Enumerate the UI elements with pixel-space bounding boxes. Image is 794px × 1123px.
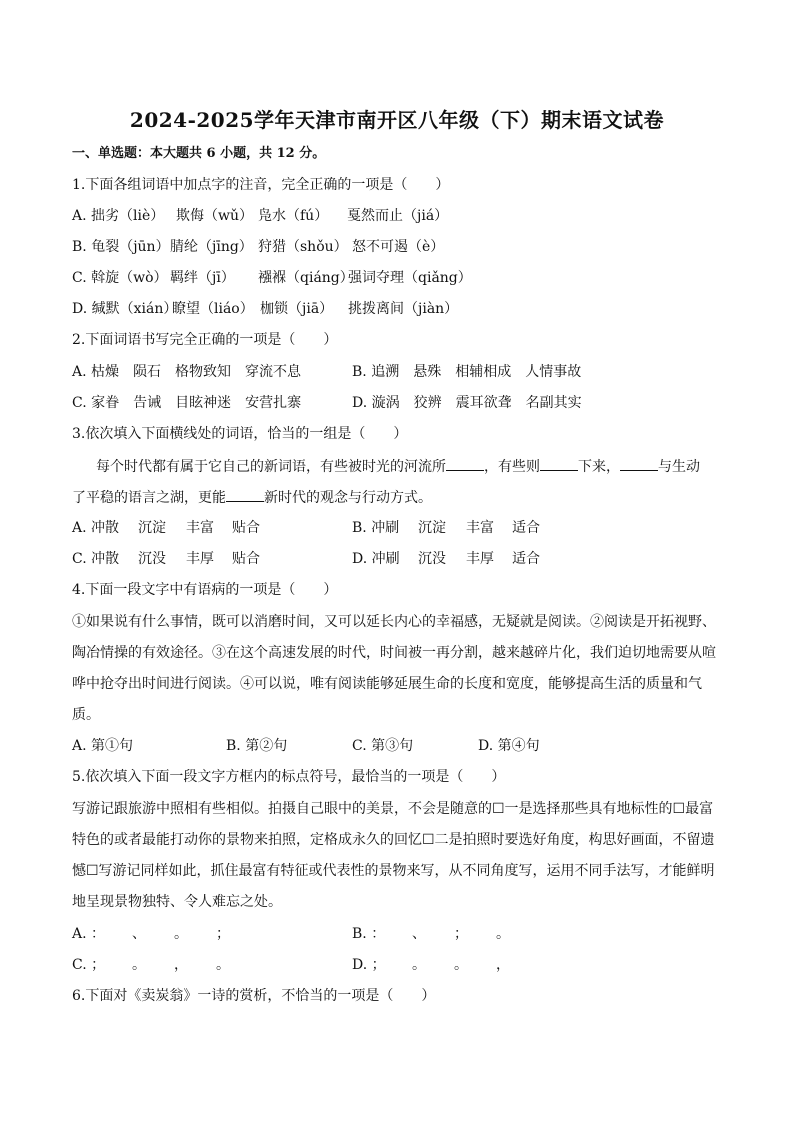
q5-passage-line3: 憾☐写游记同样如此，抓住最富有特征或代表性的景物来写，从不同角度写，运用不同手法写，才能鲜明 [72,863,715,879]
q3-stem: 3.依次填入下面横线处的词语，恰当的一组是（ ） [72,426,408,442]
q4-passage-line3: 哗中抢夺出时间进行阅读。④可以说，唯有阅读能够延展生命的长度和宽度，能够提高生活的质量和气 [72,676,702,692]
q4-passage-line1: ①如果说有什么事情，既可以消磨时间，又可以延长内心的幸福感，无疑就是阅读。②阅读是开拓视野、 [72,614,716,630]
q3-blank-3 [620,457,658,471]
q4-stem: 4.下面一段文字中有语病的一项是（ ） [72,582,338,598]
q6-stem: 6.下面对《卖炭翁》一诗的赏析，不恰当的一项是（ ） [72,988,436,1004]
q3-passage-line1: 每个时代都有属于它自己的新词语，有些被时光的河流所 ，有些则 下来， 与生动 [96,459,700,475]
q5-stem: 5.依次填入下面一段文字方框内的标点符号，最恰当的一项是（ ） [72,769,506,785]
q3-blank-4 [226,488,264,502]
q4-passage-line4: 质。 [72,707,100,723]
q5-passage-line1: 写游记跟旅游中照相有些相似。拍摄自己眼中的美景，不会是随意的☐一是选择那些具有地标性的☐最富 [72,801,714,817]
q2-option-a: A. 枯燥 陨石 格物致知 穿流不息 [72,364,302,380]
q2-option-c: C. 家眷 告诫 目眩神迷 安营扎寨 [72,395,302,411]
q5-passage-line2: 特色的或者最能打动你的景物来拍照，定格成永久的回忆☐二是拍照时要选好角度，构思好画面，不留遗 [72,832,715,848]
q2-option-b: B. 追溯 悬殊 相辅相成 人情事故 [352,364,582,380]
exam-title: 2024-2025学年天津市南开区八年级（下）期末语文试卷 [129,108,665,132]
section-heading: 一、单选题：本大题共 6 小题，共 12 分。 [72,146,326,161]
q4-passage-line2: 陶冶情操的有效途径。③在这个高速发展的时代，时间被一再分割，越来越碎片化，我们迫切地需要从喧 [72,645,716,661]
q3-blank-1 [446,457,484,471]
q2-option-d: D. 漩涡 狡辨 震耳欲聋 名副其实 [352,395,582,411]
q3-passage-line2: 了平稳的语言之湖，更能 新时代的观念与行动方式。 [72,490,432,506]
q1-stem: 1.下面各组词语中加点字的注音，完全正确的一项是（ ） [72,177,450,193]
q2-stem: 2.下面词语书写完全正确的一项是（ ） [72,332,338,348]
q3-blank-2 [540,457,578,471]
q5-passage-line4: 地呈现景物独特、令人难忘之处。 [72,894,282,910]
exam-page: 2024-2025学年天津市南开区八年级（下）期末语文试卷 一、单选题：本大题共 6 小题，共 12 分。 1.下面各组词语中加点字的注音，完全正确的一项是（ ） A. 拙劣（liè） 欺侮（wǔ） 凫水（fú） 戛然而止（jiá） B. 龟裂（jūn） 腈纶（jīng） 狩猎（shǒu） 怒不可遏（è） C. 斡旋（wò） 羁绊（jī） 襁褓（qiáng） 强词夺理（qiǎng） D. 缄默（xián） 瞭望（liáo） 枷锁（jiā） 挑拨离间（jiàn） 2.下面词语书写完全正确的一项是（ ） A. 枯燥 陨石 格物致知 穿流不息 B. 追溯 悬殊 相辅相成 人情事故 C. 家眷 告诫 目眩神迷 安营扎寨 D. 漩涡 狡辨 震耳欲聋 名副其实 3.依次填入下面横线处的词语，恰当的一组是（ ） 每个时代都有属于它自己的新词语，有些被时光的河流所 ，有些则 下来， 与生动 了平稳的语言之湖，更能 新时代的观念与行动方式。 A. 冲散 沉淀 丰富 贴合 B. 冲刷 沉淀 丰富 适合 C. 冲散 沉没 丰厚 贴合 D. 冲刷 沉没 丰厚 适合 4.下面一段文字中有语病的一项是（ ） ①如果说有什么事情，既可以消磨时间，又可以延长内心的幸福感，无疑就是阅读。②阅读是开拓视野、 陶冶情操的有效途径。③在这个高速发展的时代，时间被一再分割，越来越碎片化，我们迫切地需要从喧 哗中抢夺出时间进行阅读。④可以说，唯有阅读能够延展生命的长度和宽度，能够提高生活的质量和气 质。 A. 第①句 B. 第②句 C. 第③句 D. 第④句 5.依次填入下面一段文字方框内的标点符号，最恰当的一项是（ ） 写游记跟旅游中照相有些相似。拍摄自己眼中的美景，不会是随意的☐一是选择那些具有地标性的☐最富 特色的或者最能打动你的景物来拍照，定格成永久的回忆☐二是拍照时要选好角度，构思好画面，不留遗 憾☐写游记同样如此，抓住最富有特征或代表性的景物来写，从不同角度写，运用不同手法写，才能鲜明 地呈现景物独特、令人难忘之处。 A. ： 、 。 ； B. ： 、 ； 。 C. ； 。 ， 。 D. ； 。 。 ， 6.下面对《卖炭翁》一诗的赏析，不恰当的一项是（ ） [0,0,794,1123]
